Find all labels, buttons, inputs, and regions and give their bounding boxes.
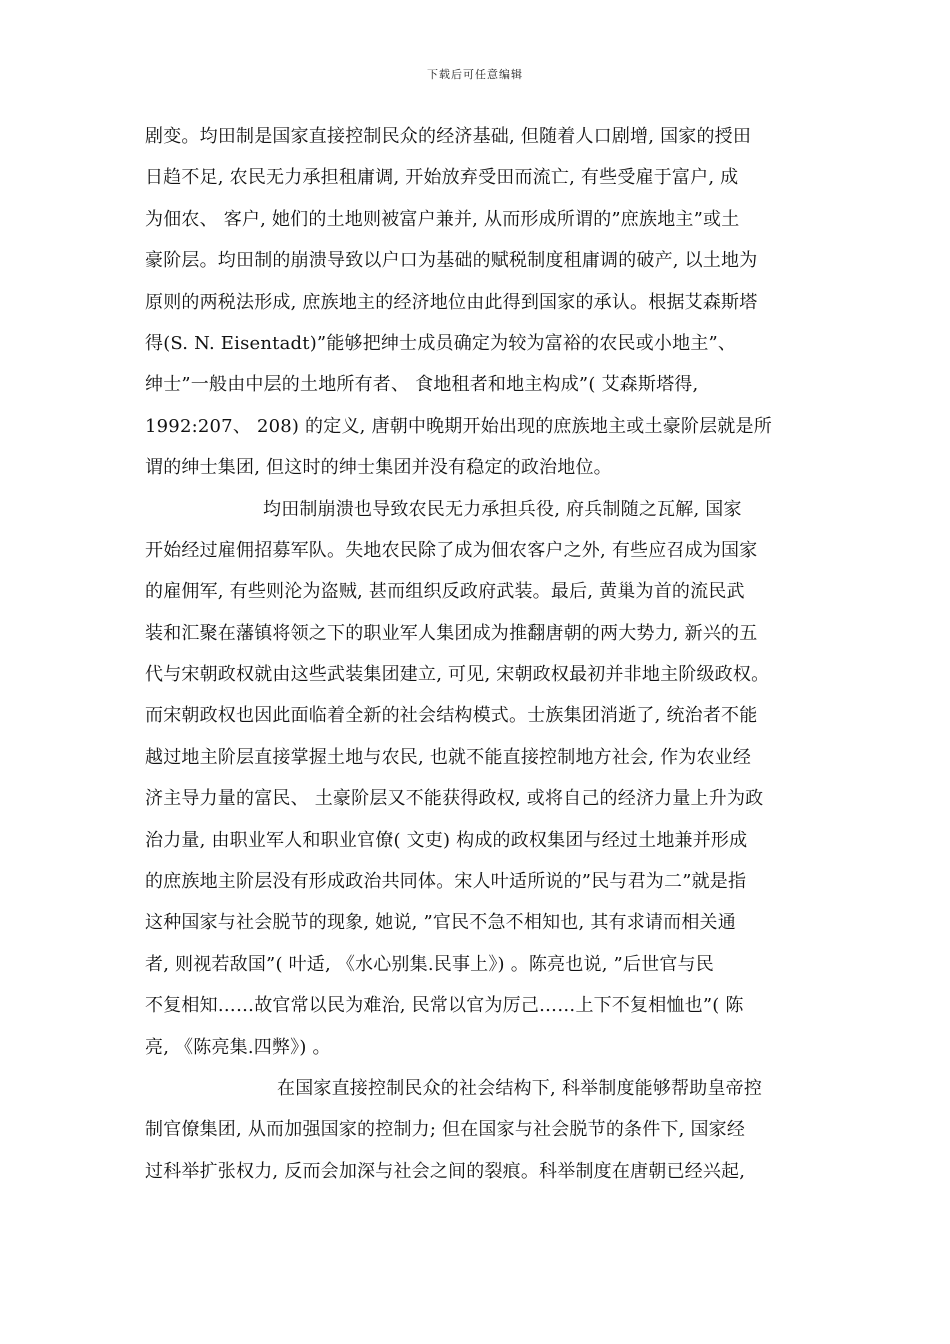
text-line: 的雇佣军, 有些则沦为盗贼, 甚而组织反政府武装。最后, 黄巢为首的流民武 [145,581,745,603]
text-line: 豪阶层。均田制的崩溃导致以户口为基础的赋税制度租庸调的破产, 以土地为 [145,250,758,272]
text-line: 为佃农、 客户, 她们的土地则被富户兼并, 从而形成所谓的”庶族地主”或土 [145,208,740,230]
text-line: 治力量, 由职业军人和职业官僚( 文吏) 构成的政权集团与经过土地兼并形成 [145,829,748,851]
text-line: 制官僚集团, 从而加强国家的控制力; 但在国家与社会脱节的条件下, 国家经 [145,1119,746,1141]
text-line: 1992:207、 208) 的定义, 唐朝中晚期开始出现的庶族地主或土豪阶层就是所 [145,415,772,437]
text-line: 过科举扩张权力, 反而会加深与社会之间的裂痕。科举制度在唐朝已经兴起, [145,1160,746,1182]
text-line: 日趋不足, 农民无力承担租庸调, 开始放弃受田而流亡, 有些受雇于富户, 成 [145,167,739,189]
text-line: 这种国家与社会脱节的现象, 她说, ”官民不急不相知也, 其有求请而相关通 [145,912,736,934]
paragraph-start-line: 在国家直接控制民众的社会结构下, 科举制度能够帮助皇帝控 [277,1077,763,1099]
text-line: 济主导力量的富民、 土豪阶层又不能获得政权, 或将自己的经济力量上升为政 [145,788,764,810]
text-line: 代与宋朝政权就由这些武装集团建立, 可见, 宋朝政权最初并非地主阶级政权。 [145,664,770,686]
page-header: 下载后可任意编辑 [427,68,523,81]
text-line: 剧变。均田制是国家直接控制民众的经济基础, 但随着人口剧增, 国家的授田 [145,126,752,147]
text-line: 得(S. N. Eisentadt)”能够把绅士成员确定为较为富裕的农民或小地主”、 [145,332,737,354]
text-line: 亮, 《陈亮集.四弊》) 。 [145,1036,331,1058]
text-line: 原则的两税法形成, 庶族地主的经济地位由此得到国家的承认。根据艾森斯塔 [145,291,758,313]
document-body [145,116,813,1192]
text-line: 装和汇聚在藩镇将领之下的职业军人集团成为推翻唐朝的两大势力, 新兴的五 [145,622,758,644]
paragraph-start-line: 均田制崩溃也导致农民无力承担兵役, 府兵制随之瓦解, 国家 [263,498,742,520]
text-line: 开始经过雇佣招募军队。失地农民除了成为佃农客户之外, 有些应召成为国家 [145,539,758,561]
text-line: 者, 则视若敌国”( 叶适, 《水心别集.民事上》) 。陈亮也说, ”后世官与民 [145,953,714,975]
text-line: 谓的绅士集团, 但这时的绅士集团并没有稳定的政治地位。 [145,457,612,479]
text-line: 的庶族地主阶层没有形成政治共同体。宋人叶适所说的”民与君为二”就是指 [145,871,747,893]
text-line: 不复相知……故官常以民为难治, 民常以官为厉己……上下不复相恤也”( 陈 [145,995,744,1017]
text-line: 绅士”一般由中层的土地所有者、 食地租者和地主构成”( 艾森斯塔得, [145,374,699,396]
text-line: 越过地主阶层直接掌握土地与农民, 也就不能直接控制地方社会, 作为农业经 [145,746,752,768]
text-line: 而宋朝政权也因此面临着全新的社会结构模式。士族集团消逝了, 统治者不能 [145,705,758,727]
